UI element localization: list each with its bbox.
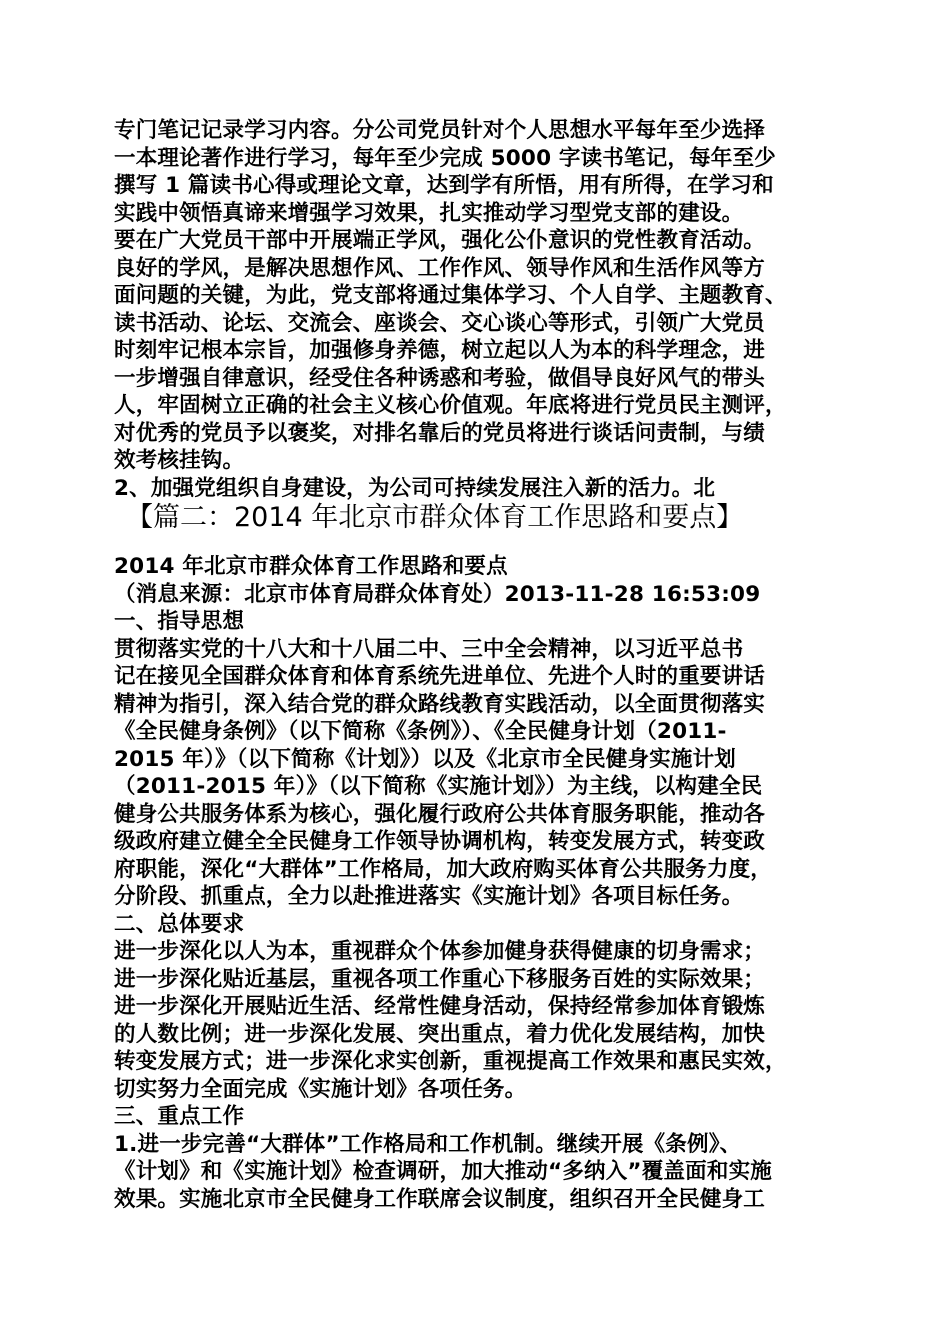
text-line: 府职能，深化“大群体”工作格局，加大政府购买体育公共服务力度， (114, 856, 772, 882)
text-line: 《计划》和《实施计划》检查调研，加大推动“多纳入”覆盖面和实施 (114, 1159, 772, 1184)
text-block-part2 (114, 553, 844, 1213)
text-line: 良好的学风，是解决思想作风、工作作风、领导作风和生活作风等方 (114, 255, 766, 281)
text-line: 记在接见全国群众体育和体育系统先进单位、先进个人时的重要讲话 (114, 664, 766, 689)
text-line: 二、总体要求 (114, 911, 245, 937)
text-line: 人，牢固树立正确的社会主义核心价值观。年底将进行党员民主测评， (114, 393, 787, 418)
section-heading: 【篇二：2014 年北京市群众体育工作思路和要点】 (126, 502, 744, 533)
text-line: 贯彻落实党的十八大和十八届二中、三中全会精神，以习近平总书 (114, 636, 744, 662)
text-line: 2015 年）》（以下简称《计划》）以及《北京市全民健身实施计划 (114, 746, 736, 772)
text-block-part1 (114, 117, 844, 502)
text-line: 实践中领悟真谛来增强学习效果，扎实推动学习型党支部的建设。 (114, 200, 744, 226)
text-line: 一、指导思想 (114, 609, 245, 634)
text-line: 面问题的关键，为此，党支部将通过集体学习、个人自学、主题教育、 (114, 283, 787, 308)
text-line: 转变发展方式；进一步深化求实创新，重视提高工作效果和惠民实效， (114, 1049, 787, 1074)
text-line: 分阶段、抓重点，全力以赴推进落实《实施计划》各项目标任务。 (114, 884, 744, 909)
text-line: 读书活动、论坛、交流会、座谈会、交心谈心等形式，引领广大党员 (114, 310, 766, 336)
text-line: 时刻牢记根本宗旨，加强修身养德，树立起以人为本的科学理念，进 (114, 338, 766, 363)
text-line: 效果。实施北京市全民健身工作联席会议制度，组织召开全民健身工 (114, 1186, 766, 1212)
text-line: 进一步深化开展贴近生活、经常性健身活动，保持经常参加体育锻炼 (114, 994, 766, 1019)
text-line: 《全民健身条例》（以下简称《条例》）、《全民健身计划（2011- (114, 719, 727, 744)
text-line: 一步增强自律意识，经受住各种诱惑和考验，做倡导良好风气的带头 (114, 365, 766, 391)
text-line: 2、加强党组织自身建设，为公司可持续发展注入新的活力。北 (114, 475, 716, 501)
text-line: 效考核挂钩。 (114, 448, 245, 473)
text-line: （2011-2015 年）》（以下简称《实施计划》）为主线，以构建全民 (114, 774, 763, 799)
text-line: 健身公共服务体系为核心，强化履行政府公共体育服务职能，推动各 (114, 801, 766, 827)
text-line: 撰写 1 篇读书心得或理论文章，达到学有所悟，用有所得，在学习和 (114, 173, 774, 198)
text-line: 要在广大党员干部中开展端正学风，强化公仆意识的党性教育活动。 (114, 228, 766, 253)
text-line: 三、重点工作 (114, 1104, 245, 1129)
text-line: 精神为指引，深入结合党的群众路线教育实践活动，以全面贯彻落实 (114, 691, 766, 717)
text-line: 进一步深化贴近基层，重视各项工作重心下移服务百姓的实际效果； (114, 966, 766, 992)
text-line: 切实努力全面完成《实施计划》各项任务。 (114, 1076, 527, 1102)
text-line: 对优秀的党员予以褒奖，对排名靠后的党员将进行谈话问责制，与绩 (114, 420, 766, 446)
text-line: （消息来源：北京市体育局群众体育处）2013-11-28 16:53:09 (114, 581, 761, 607)
text-line: 进一步深化以人为本，重视群众个体参加健身获得健康的切身需求； (114, 939, 766, 964)
text-line: 一本理论著作进行学习，每年至少完成 5000 字读书笔记，每年至少 (114, 145, 776, 171)
text-line: 的人数比例；进一步深化发展、突出重点，着力优化发展结构，加快 (114, 1021, 766, 1047)
text-line: 2014 年北京市群众体育工作思路和要点 (114, 554, 508, 579)
text-line: 专门笔记记录学习内容。分公司党员针对个人思想水平每年至少选择 (114, 118, 766, 143)
text-line: 级政府建立健全全民健身工作领导协调机构，转变发展方式，转变政 (114, 829, 766, 854)
text-line: 1.进一步完善“大群体”工作格局和工作机制。继续开展《条例》、 (114, 1131, 742, 1157)
